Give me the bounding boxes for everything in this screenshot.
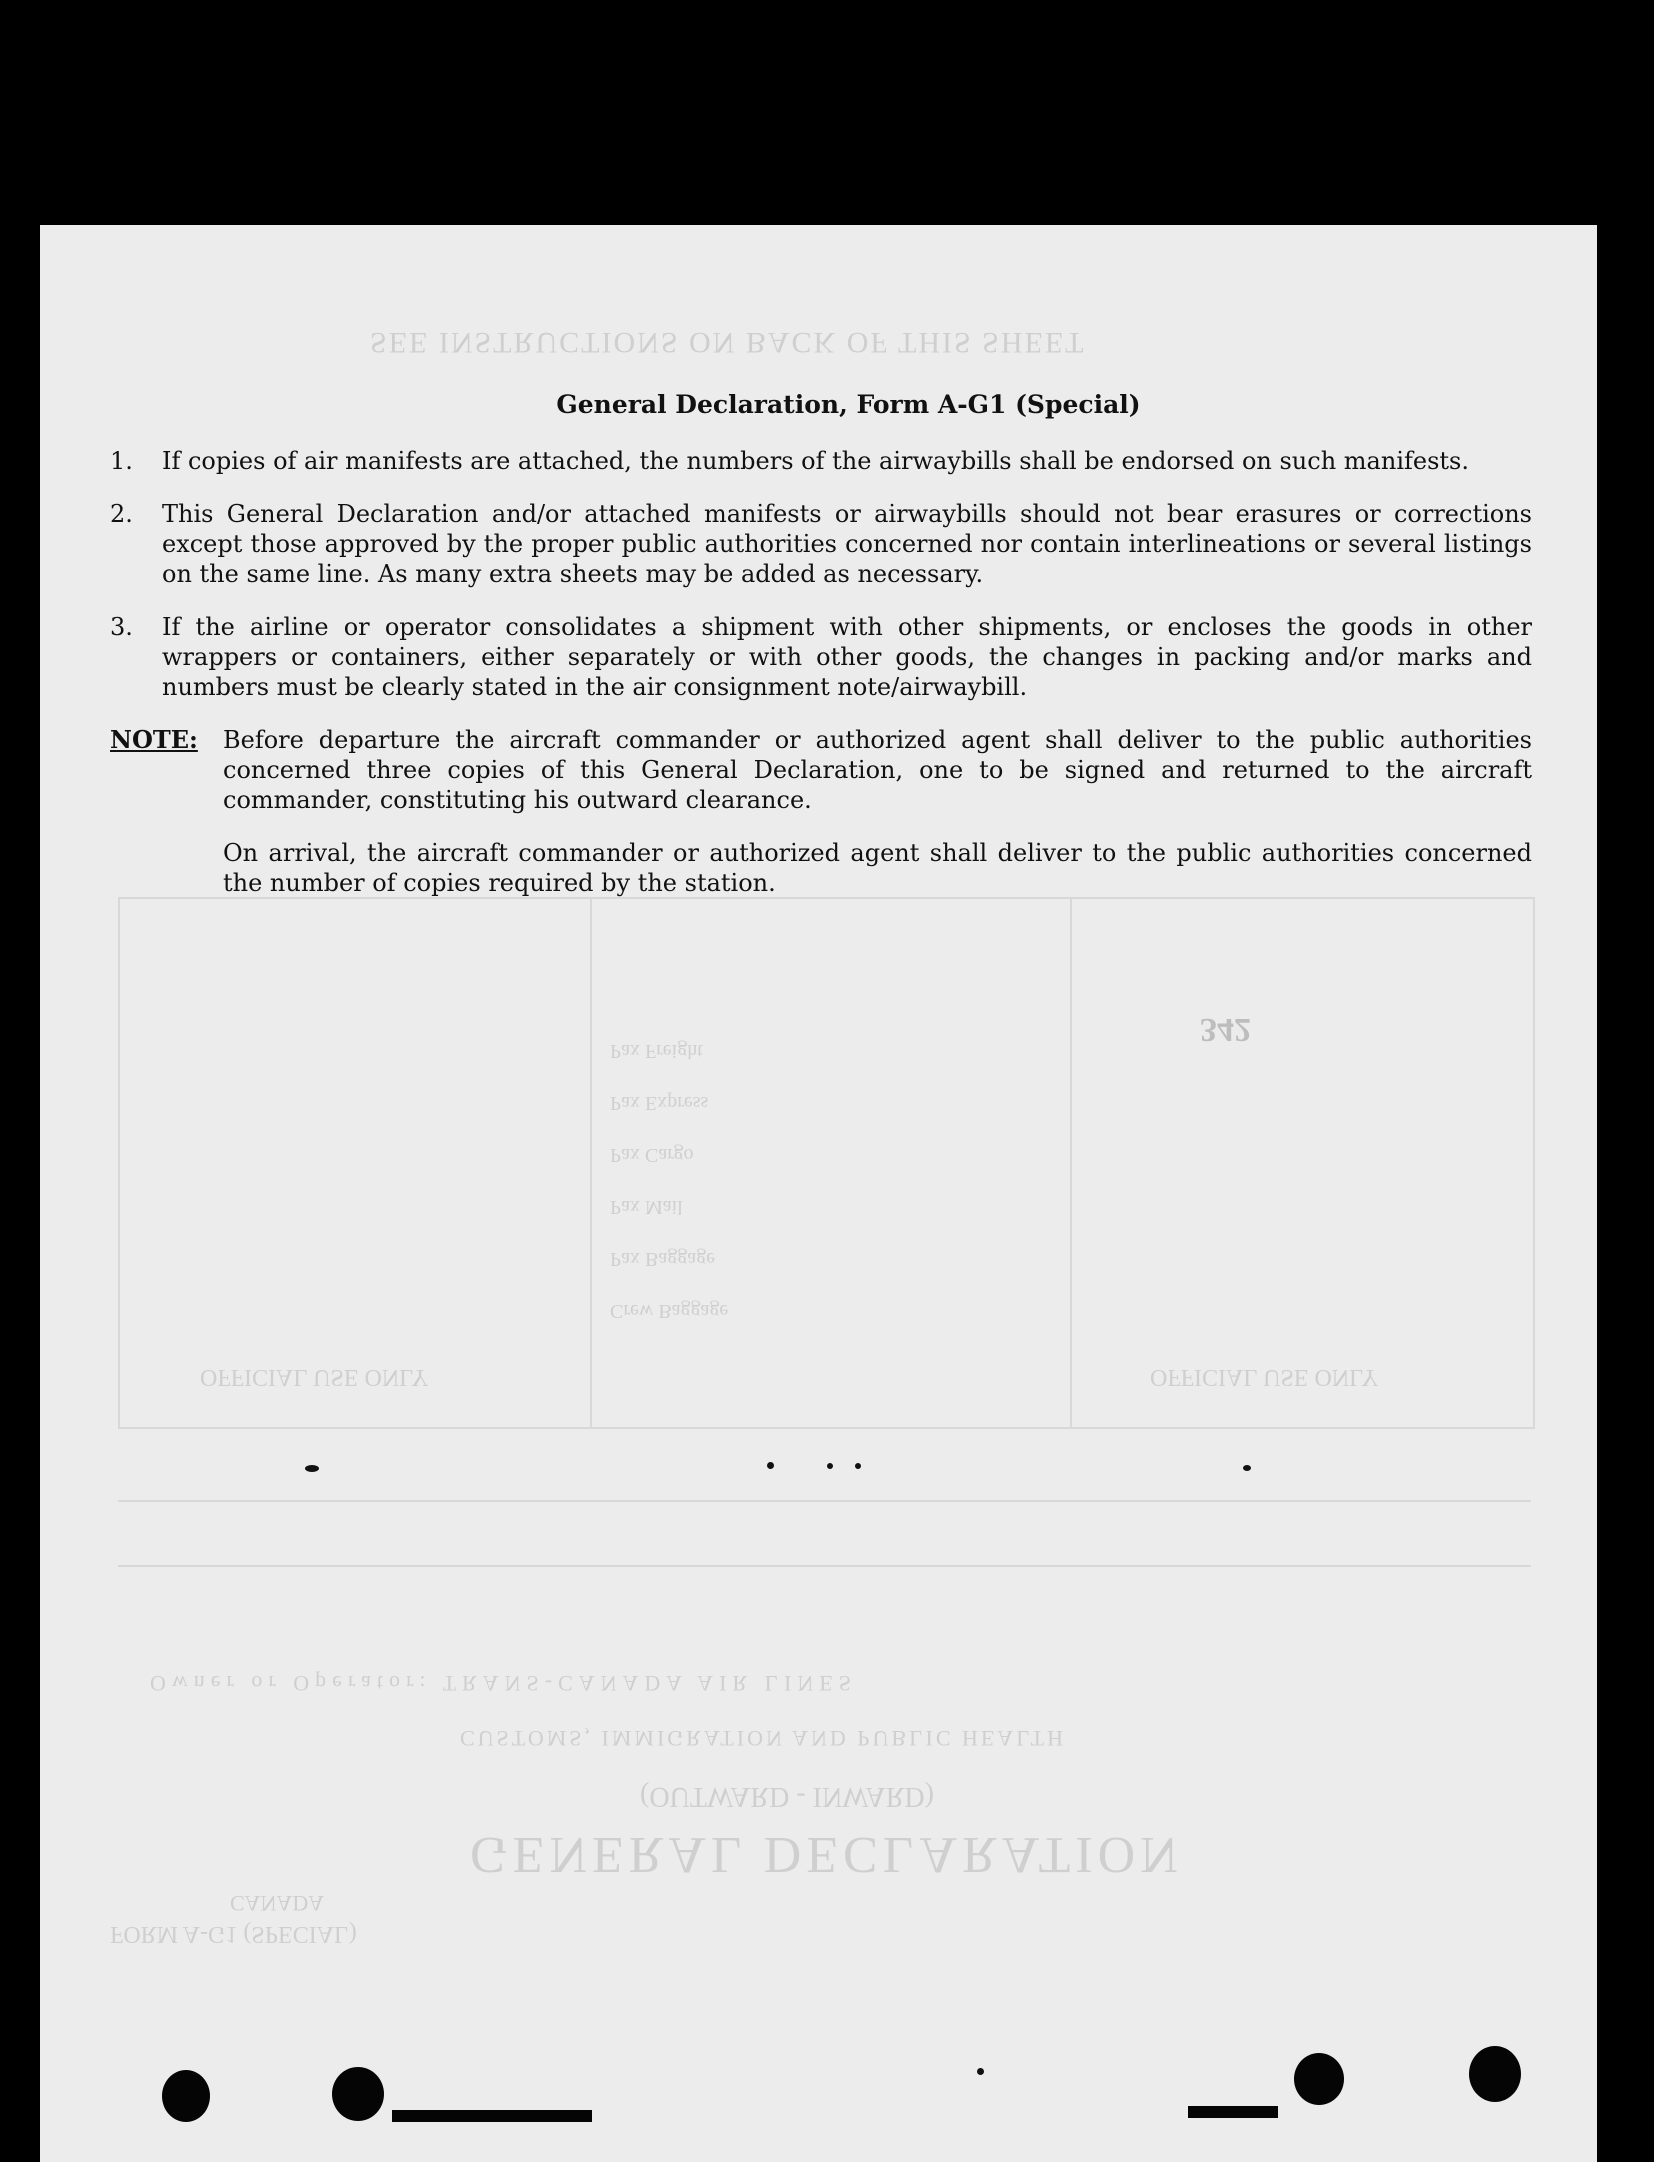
note-label: NOTE: [110, 725, 198, 754]
show-through-stamp: 342 [1200, 1011, 1251, 1048]
item-text: This General Declaration and/or attached manifests or airwaybills should not bear erasures or corrections except those approved by the proper public authorities concerned nor contain interlineations or several listings on the same line. As many extra sheets may be added as necessary. [162, 500, 1532, 588]
edge-strip [392, 2110, 592, 2122]
punch-hole-blot [162, 2070, 210, 2122]
show-through-official-left: OFFICIAL USE ONLY [200, 1364, 429, 1390]
instructions-section [110, 390, 1532, 898]
show-through-rule-2 [118, 1565, 1531, 1567]
speck [977, 2068, 984, 2075]
instruction-item-2 [110, 499, 1532, 589]
speck [827, 1463, 833, 1469]
punch-hole-blot [1294, 2053, 1344, 2105]
item-number: 3. [110, 613, 133, 641]
show-through-form: FORM A-G1 (SPECIAL) [110, 1921, 357, 1947]
document-page [40, 225, 1597, 2162]
show-through-subtitle: (OUTWARD - INWARD) [640, 1781, 934, 1812]
show-through-list: Crew Baggage Pax Baggage Pax Mail Pax Cargo Pax Express Pax Freight [610, 1040, 729, 1322]
punch-hole-blot [1469, 2046, 1521, 2102]
speck [855, 1463, 861, 1469]
instruction-item-1 [110, 446, 1532, 476]
note-paragraph-1: Before departure the aircraft commander or authorized agent shall deliver to the public authorities concerned three copies of this General Declaration, one to be signed and returned to the aircraft commander, constituting his outward clearance. [223, 726, 1532, 814]
show-through-line: CUSTOMS, IMMIGRATION AND PUBLIC HEALTH [460, 1726, 1066, 1751]
note-block [110, 725, 1532, 815]
show-through-table [118, 897, 1535, 1429]
item-number: 2. [110, 500, 133, 528]
speck [305, 1465, 319, 1472]
item-text: If copies of air manifests are attached, the numbers of the airwaybills shall be endorsed on such manifests. [162, 447, 1469, 475]
show-through-official-right: OFFICIAL USE ONLY [1150, 1364, 1379, 1390]
instruction-item-3 [110, 612, 1532, 702]
show-through-country: CANADA [230, 1891, 325, 1916]
show-through-big-title: GENERAL DECLARATION [470, 1826, 1183, 1883]
item-text: If the airline or operator consolidates a shipment with other shipments, or encloses the goods in other wrappers or containers, either separately or with other goods, the changes in packing and/or marks and numbers must be clearly stated in the air consignment note/airwaybill. [162, 613, 1532, 701]
form-title: General Declaration, Form A-G1 (Special) [556, 390, 1141, 419]
edge-strip [1188, 2106, 1278, 2118]
show-through-owner: Owner or Operator: TRANS-CANADA AIR LINES [150, 1671, 857, 1696]
speck [767, 1462, 774, 1469]
speck [1243, 1465, 1251, 1471]
item-number: 1. [110, 447, 133, 475]
note-paragraph-2: On arrival, the aircraft commander or authorized agent shall deliver to the public authorities concerned the number of copies required by the station. [223, 839, 1532, 897]
show-through-heading: SEE INSTRUCTIONS ON BACK OF THIS SHEET [370, 326, 1086, 359]
show-through-rule-1 [118, 1500, 1531, 1502]
punch-hole-blot [332, 2067, 384, 2121]
